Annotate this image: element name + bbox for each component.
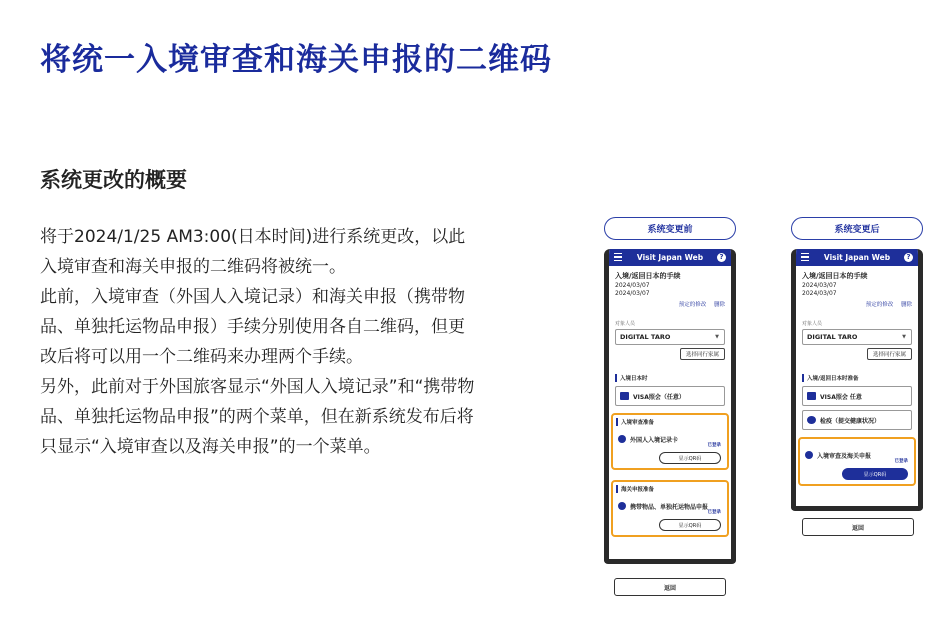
- before-target-select[interactable]: [615, 329, 725, 345]
- paragraph-1: 将于2024/1/25 AM3:00(日本时间)进行系统更改，以此入境审查和海关申报的二维码将被统一。: [40, 227, 466, 277]
- before-date-1: 2024/03/07: [615, 282, 650, 289]
- chevron-down-icon: ▼: [902, 334, 906, 340]
- passenger-icon: [618, 435, 626, 443]
- after-combined-item-label: 入境审查及海关申报: [817, 452, 872, 460]
- before-customs-title: 海关申报准备: [616, 485, 724, 493]
- before-delete-link[interactable]: 删除: [713, 302, 725, 308]
- paragraph-3: 另外，此前对于外国旅客显示“外国人入境记录”和“携带物品、单独托运物品申报”的两个菜单，但在新系统发布后将只显示“入境审查以及海关申报”的一个菜单。: [40, 377, 475, 457]
- before-label: 系统变更前: [604, 217, 736, 240]
- paragraph-2: 此前，入境审查（外国人入境记录）和海关申报（携带物品、单独托运物品申报）手续分别使用各自二维码，但更改后将可以用一个二维码来办理两个手续。: [40, 287, 465, 367]
- help-icon[interactable]: ?: [904, 253, 913, 262]
- before-customs-item[interactable]: [616, 497, 724, 515]
- after-target-label: 对象人员: [802, 321, 823, 327]
- help-icon[interactable]: ?: [717, 253, 726, 262]
- after-date-1: 2024/03/07: [802, 282, 837, 289]
- visa-icon: [620, 392, 629, 400]
- before-immigration-item-label: 外国人入境记录卡: [630, 436, 679, 444]
- after-combined-item[interactable]: [803, 446, 911, 464]
- before-customs-item-label: 携带物品、单独托运物品申报: [630, 503, 709, 511]
- before-date-2: 2024/03/07: [615, 290, 650, 297]
- description-text: [40, 222, 480, 462]
- before-customs-qr-button[interactable]: 显示QR码: [659, 519, 721, 531]
- passenger-icon: [805, 451, 813, 459]
- after-label: 系统变更后: [791, 217, 923, 240]
- before-back-button[interactable]: 返回: [614, 578, 726, 596]
- after-target-select[interactable]: [802, 329, 912, 345]
- before-visa-card[interactable]: [615, 386, 725, 406]
- before-immigration-title: 入境审查准备: [616, 418, 724, 426]
- before-visa-label: VISA照会（任意）: [633, 393, 685, 401]
- after-heading: 入境/返回日本的手续: [802, 272, 868, 280]
- after-health-label: 检疫（提交健康状况）: [820, 417, 881, 425]
- after-combined-qr-button[interactable]: 显示QR码: [842, 468, 908, 480]
- after-section-label: 入境/返回日本时准备: [802, 374, 912, 382]
- before-customs-box: [611, 480, 729, 537]
- after-back-button[interactable]: 返回: [802, 518, 914, 536]
- chevron-down-icon: ▼: [715, 334, 719, 340]
- before-app-title: Visit Japan Web: [636, 253, 704, 262]
- before-immigration-qr-button[interactable]: 显示QR码: [659, 452, 721, 464]
- after-health-card[interactable]: [802, 410, 912, 430]
- after-date-2: 2024/03/07: [802, 290, 837, 297]
- before-target-label: 对象人员: [615, 321, 636, 327]
- before-select-companion-button[interactable]: 选择同行家属: [680, 348, 725, 360]
- before-target-value: DIGITAL TARO: [620, 333, 671, 341]
- after-app-header: [796, 249, 918, 266]
- after-visa-label: VISA照会 任意: [820, 393, 862, 401]
- section-subtitle: 系统更改的概要: [40, 168, 187, 192]
- after-phone: [791, 249, 923, 511]
- visa-icon: [807, 392, 816, 400]
- luggage-icon: [618, 502, 626, 510]
- before-app-header: [609, 249, 731, 266]
- menu-icon[interactable]: [801, 253, 809, 261]
- before-immigration-box: [611, 413, 729, 470]
- page-title: 将统一入境审查和海关申报的二维码: [40, 42, 552, 78]
- after-select-companion-button[interactable]: 选择同行家属: [867, 348, 912, 360]
- after-edit-link[interactable]: 预定的修改: [865, 302, 894, 308]
- before-immigration-item[interactable]: [616, 430, 724, 448]
- after-combined-registered: 已登录: [894, 459, 908, 464]
- before-edit-link[interactable]: 预定的修改: [678, 302, 707, 308]
- after-combined-box: [798, 437, 916, 486]
- menu-icon[interactable]: [614, 253, 622, 261]
- before-phone: [604, 249, 736, 564]
- after-delete-link[interactable]: 删除: [900, 302, 912, 308]
- after-target-value: DIGITAL TARO: [807, 333, 858, 341]
- before-immigration-registered: 已登录: [707, 443, 721, 448]
- before-section-label: 入境日本时: [615, 374, 725, 382]
- health-icon: [807, 416, 816, 424]
- before-heading: 入境/返回日本的手续: [615, 272, 681, 280]
- after-app-title: Visit Japan Web: [823, 253, 891, 262]
- after-visa-card[interactable]: [802, 386, 912, 406]
- before-customs-registered: 已登录: [707, 510, 721, 515]
